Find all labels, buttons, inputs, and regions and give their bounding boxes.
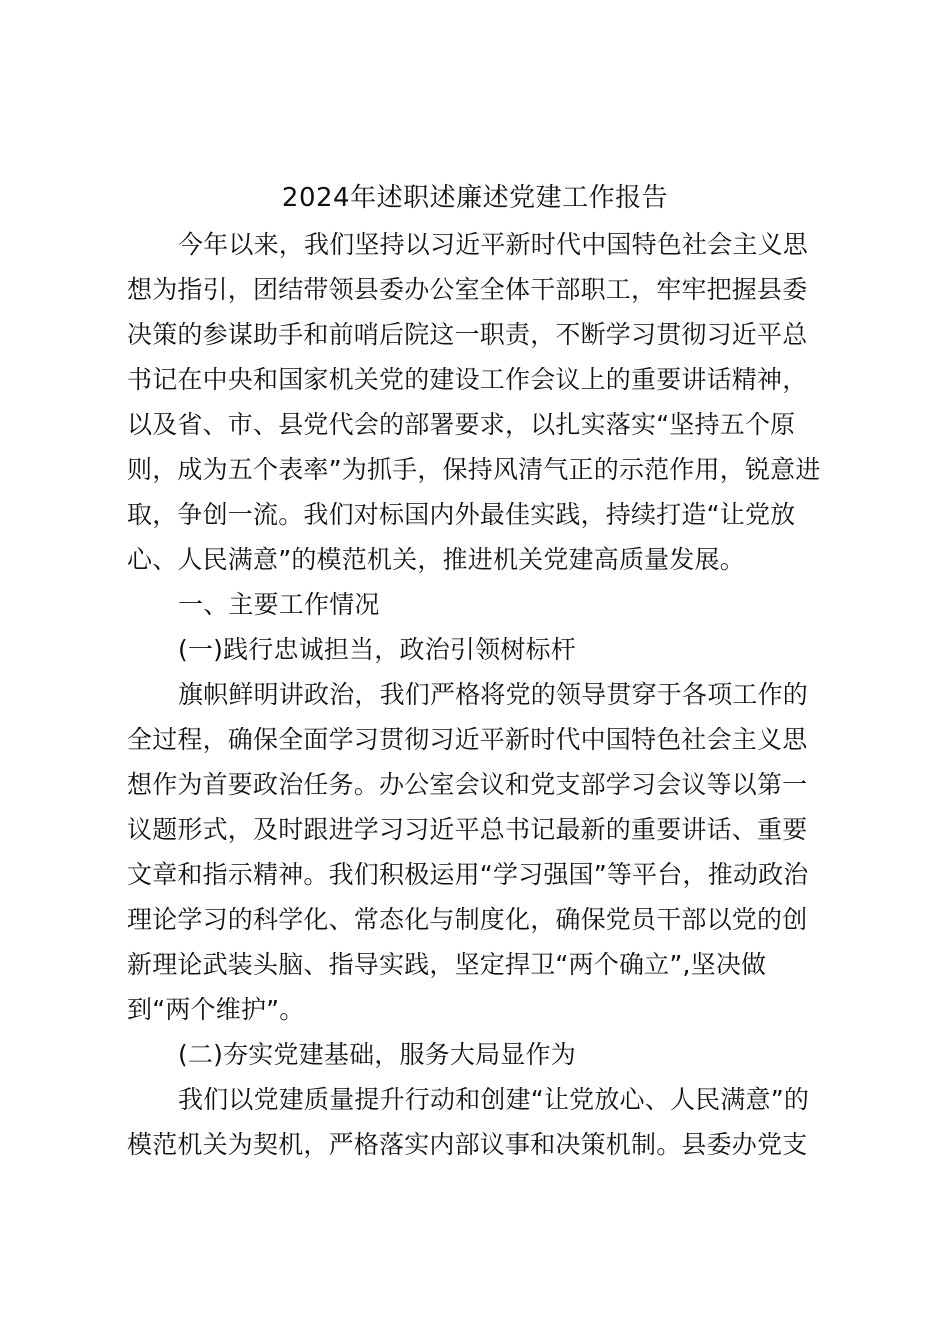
paragraph-line: 议题形式，及时跟进学习习近平总书记最新的重要讲话、重要 [127, 815, 808, 844]
paragraph-line: 想为指引，团结带领县委办公室全体干部职工，牢牢把握县委 [127, 275, 808, 304]
paragraph-line: 理论学习的科学化、常态化与制度化，确保党员干部以党的创 [127, 905, 808, 934]
subsection-heading: (一)践行忠诚担当，政治引领树标杆 [178, 635, 576, 664]
paragraph-line: 今年以来，我们坚持以习近平新时代中国特色社会主义思 [178, 230, 809, 259]
paragraph-line: 新理论武装头脑、指导实践，坚定捍卫“两个确立”,坚决做 [127, 950, 767, 979]
paragraph-line: 则，成为五个表率”为抓手，保持风清气正的示范作用，锐意进 [127, 455, 821, 484]
paragraph-line: 以及省、市、县党代会的部署要求，以扎实落实“坚持五个原 [127, 410, 796, 439]
paragraph-line: 我们以党建质量提升行动和创建“让党放心、人民满意”的 [178, 1085, 810, 1114]
paragraph-line: 取，争创一流。我们对标国内外最佳实践，持续打造“让党放 [127, 500, 796, 529]
paragraph-line: 到“两个维护”。 [127, 995, 305, 1024]
section-heading: 一、主要工作情况 [178, 590, 380, 619]
paragraph-line: 文章和指示精神。我们积极运用“学习强国”等平台，推动政治 [127, 860, 809, 889]
paragraph-line: 决策的参谋助手和前哨后院这一职责，不断学习贯彻习近平总 [127, 320, 808, 349]
paragraph-line: 心、人民满意”的模范机关，推进机关党建高质量发展。 [127, 545, 745, 574]
subsection-heading: (二)夯实党建基础，服务大局显作为 [178, 1040, 576, 1069]
paragraph-line: 想作为首要政治任务。办公室会议和党支部学习会议等以第一 [127, 770, 808, 799]
paragraph-line: 全过程，确保全面学习贯彻习近平新时代中国特色社会主义思 [127, 725, 808, 754]
paragraph-line: 模范机关为契机，严格落实内部议事和决策机制。县委办党支 [127, 1130, 808, 1159]
document-title: 2024年述职述廉述党建工作报告 [281, 183, 669, 213]
paragraph-line: 旗帜鲜明讲政治，我们严格将党的领导贯穿于各项工作的 [178, 680, 809, 709]
paragraph-line: 书记在中央和国家机关党的建设工作会议上的重要讲话精神， [127, 365, 808, 394]
